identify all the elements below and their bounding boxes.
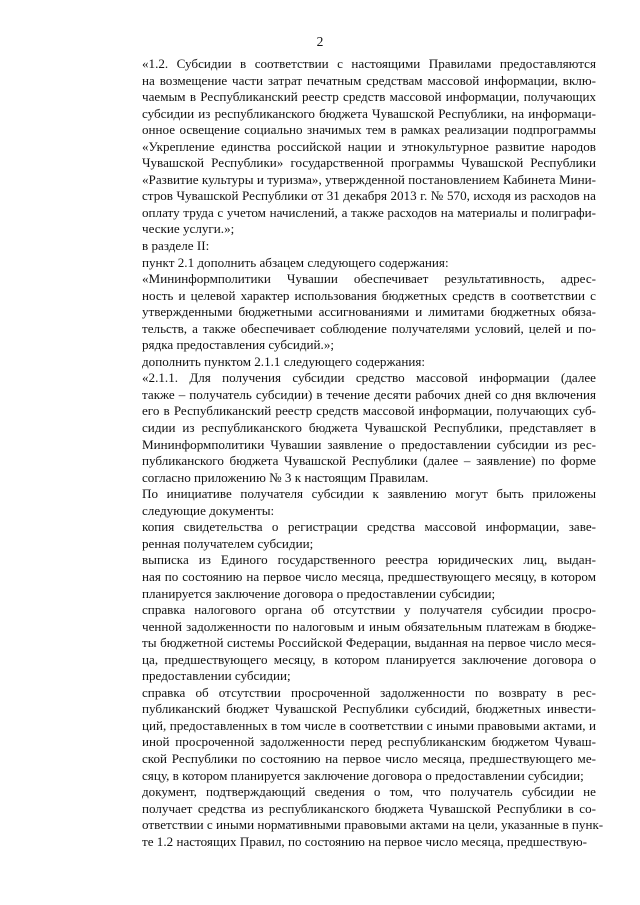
- text-line: на возмещение части затрат печатным средствам массовой информации, вклю-: [142, 72, 596, 88]
- paragraph: [109, 354, 596, 371]
- text-line: планируется заключение договора о предоставлении субсидии;: [142, 585, 496, 601]
- paragraph: [109, 552, 596, 602]
- text-line: публиканского бюджета Чувашской Республики (далее – заявление) по форме: [142, 453, 596, 469]
- page-number: 2: [316, 34, 324, 49]
- paragraph: [109, 602, 596, 685]
- text-line: ность и целевой характер использования бюджетных средств в соответствии с: [142, 287, 596, 303]
- paragraph: [109, 784, 604, 850]
- text-line: получает средства из республиканского бюджета Чувашской Республики в со-: [142, 800, 596, 816]
- text-line: Чувашской Республики» государственной программы Чувашской Республики: [142, 155, 596, 171]
- text-line: его в Республиканский реестр средств массовой информации, получающих суб-: [142, 403, 596, 419]
- text-line: чаемым в Республиканский реестр средств массовой информации, получающих: [142, 89, 596, 105]
- paragraph: [109, 271, 596, 354]
- paragraph: [109, 486, 596, 519]
- paragraph: [109, 370, 596, 486]
- text-line: ца, предшествующего месяцу, в котором планируется заключение договора о: [142, 651, 596, 667]
- paragraph: [109, 255, 596, 272]
- text-line: утвержденными бюджетными ассигнованиями и лимитами бюджетных обяза-: [142, 304, 596, 320]
- text-line: ской Республики по состоянию на первое число месяца, предшествующего ме-: [142, 750, 596, 766]
- document-body: [109, 56, 604, 850]
- text-line: тельств, а также обеспечивает соблюдение получателями условий, целей и по-: [142, 320, 596, 336]
- text-line: ций, предоставленных в том числе в соответствии с иными правовыми актами, и: [142, 717, 596, 733]
- text-line: в разделе II:: [142, 238, 210, 254]
- paragraph: [109, 685, 596, 784]
- text-line: «Укрепление единства российской нации и этнокультурное развитие народов: [142, 138, 596, 154]
- paragraph: [109, 519, 596, 552]
- text-line: следующие документы:: [142, 502, 275, 518]
- text-line: Мининформполитики Чувашии заявление о предоставлении субсидии из рес-: [142, 436, 596, 452]
- text-line: сяцу, в котором планируется заключение договора о предоставлении субсидии;: [142, 767, 584, 783]
- text-line: документ, подтверждающий сведения о том, что получатель субсидии не: [142, 784, 596, 800]
- text-line: согласно приложению № 3 к настоящим Правилам.: [142, 469, 429, 485]
- text-line: оплату труда с учетом начислений, а также расходов на материалы и полиграфи-: [142, 204, 596, 220]
- text-line: дополнить пунктом 2.1.1 следующего содержания:: [142, 353, 425, 369]
- text-line: также – получатель субсидии) в течение десяти рабочих дней со дня включения: [142, 386, 596, 402]
- text-line: публиканский бюджет Чувашской Республики субсидий, бюджетных инвести-: [142, 701, 596, 717]
- text-line: «Мининформполитики Чувашии обеспечивает результативность, адрес-: [142, 271, 596, 287]
- text-line: «Развитие культуры и туризма», утвержденной постановлением Кабинета Мини-: [142, 171, 596, 187]
- text-line: предоставлении субсидии;: [142, 668, 291, 684]
- text-line: онное освещение социально значимых тем в рамках реализации подпрограммы: [142, 122, 596, 138]
- paragraph: [109, 238, 596, 255]
- text-line: По инициативе получателя субсидии к заявлению могут быть приложены: [142, 486, 596, 502]
- text-line: справка налогового органа об отсутствии у получателя субсидии просро-: [142, 602, 596, 618]
- text-line: выписка из Единого государственного реестра юридических лиц, выдан-: [142, 552, 596, 568]
- text-line: иной просроченной задолженности перед республиканским бюджетом Чуваш-: [142, 734, 596, 750]
- text-line: ренная получателем субсидии;: [142, 535, 314, 551]
- text-line: «2.1.1. Для получения субсидии средство массовой информации (далее: [142, 370, 596, 386]
- text-line: ответствии с иными нормативными правовыми актами на цели, указанные в пунк-: [142, 817, 604, 833]
- paragraph: [109, 56, 596, 238]
- text-line: ченной задолженности по налоговым и иным обязательным платежам в бюдже-: [142, 618, 596, 634]
- text-line: рядка предоставления субсидий.»;: [142, 337, 335, 353]
- text-line: ная по состоянию на первое число месяца, предшествующего месяцу, в котором: [142, 568, 596, 584]
- text-line: «1.2. Субсидии в соответствии с настоящими Правилами предоставляются: [142, 56, 596, 71]
- text-line: субсидии из республиканского бюджета Чувашской Республики, на информаци-: [142, 105, 596, 121]
- text-line: ческие услуги.»;: [142, 221, 235, 237]
- text-line: те 1.2 настоящих Правил, по состоянию на первое число месяца, предшествую-: [142, 833, 587, 849]
- text-line: справка об отсутствии просроченной задолженности по возврату в рес-: [142, 684, 596, 700]
- text-line: стров Чувашской Республики от 31 декабря 2013 г. № 570, исходя из расходов на: [142, 188, 596, 204]
- text-line: копия свидетельства о регистрации средства массовой информации, заве-: [142, 519, 596, 535]
- text-line: ты бюджетной системы Российской Федерации, выданная на первое число меся-: [142, 635, 596, 651]
- text-line: сидии из республиканского бюджета Чувашской Республики, представляет в: [142, 420, 596, 436]
- text-line: пункт 2.1 дополнить абзацем следующего содержания:: [142, 254, 449, 270]
